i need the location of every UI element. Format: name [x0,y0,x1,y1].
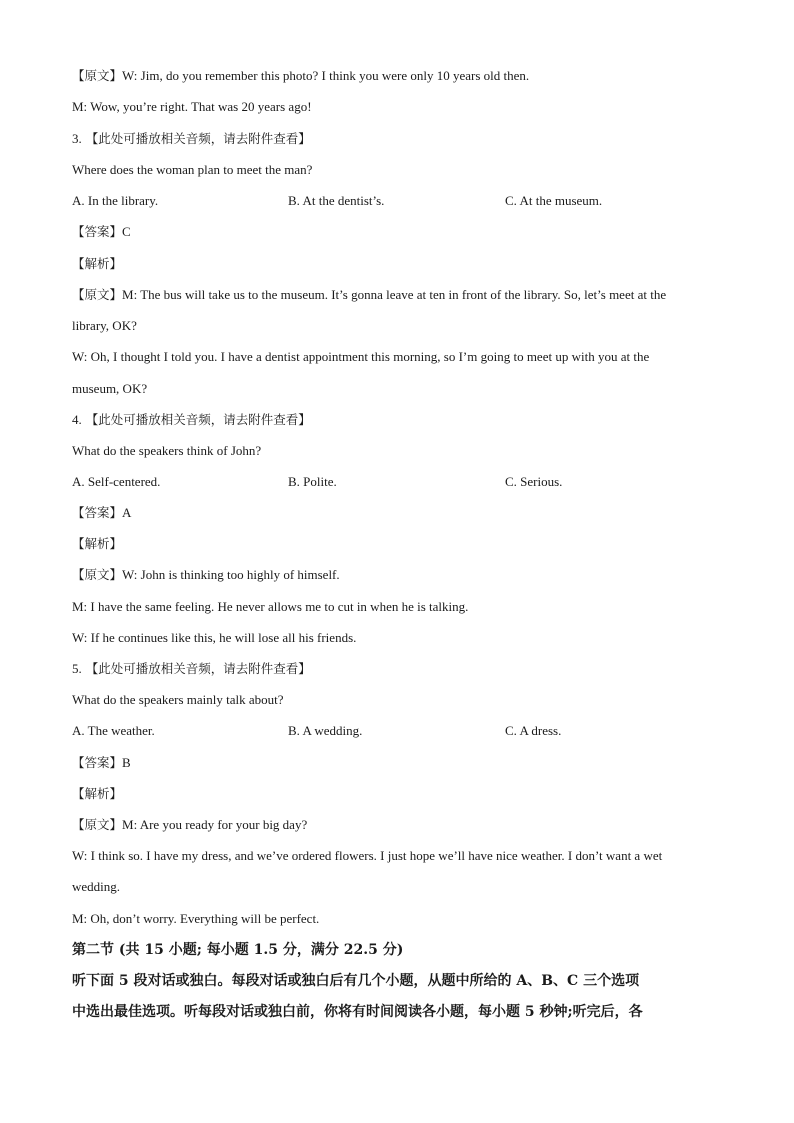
yuanwen-label: 【原文】 [72,817,123,832]
q3-transcript-line-1: 【原文】M: The bus will take us to the museum. It’s gonna leave at ten in front of the library. So, let’s meet at the [72,287,667,302]
q5-transcript-line-3: wedding. [72,879,121,894]
q3-transcript-line-4: museum, OK? [72,381,148,396]
q4-answer [72,505,722,521]
answer-label: 【答案】 [72,224,123,239]
q5-option-b: B. A wedding. [288,723,363,738]
q3-answer [72,224,722,240]
q4-analysis-label: 【解析】 [72,536,123,551]
q3-answer-value: C [122,224,131,239]
audio-attachment-link[interactable]: 【此处可播放相关音频，请去附件查看】 [85,412,311,427]
yuanwen-label: 【原文】 [72,68,123,83]
q5-transcript-line-4: M: Oh, don’t worry. Everything will be perfect. [72,911,320,926]
q5-question: What do the speakers mainly talk about? [72,692,284,707]
q5-audio-line [72,661,722,677]
q2-transcript-line-1: 【原文】W: Jim, do you remember this photo? I think you were only 10 years old then. [72,68,530,83]
q5-answer-value: B [122,755,131,770]
q3-audio-line [72,131,722,147]
q4-answer-value: A [122,505,132,520]
q4-transcript-line-2: M: I have the same feeling. He never allows me to cut in when he is talking. [72,599,469,614]
q5-answer [72,755,722,771]
q2-transcript-line-2: M: Wow, you’re right. That was 20 years ago! [72,99,312,114]
q5-analysis-label: 【解析】 [72,786,123,801]
q4-number: 4. [72,412,82,427]
q3-number: 3. [72,131,82,146]
q3-transcript-line-3: W: Oh, I thought I told you. I have a dentist appointment this morning, so I’m going to meet up with you at the [72,349,650,364]
q3-analysis-label: 【解析】 [72,256,123,271]
yuanwen-label: 【原文】 [72,287,123,302]
q5-number: 5. [72,661,82,676]
q4-option-c: C. Serious. [505,474,563,489]
q5-transcript-line-2: W: I think so. I have my dress, and we’ve ordered flowers. I just hope we’ll have nice weather. I don’t want a wet [72,848,663,863]
section-2-instructions-line-1: 听下面 5 段对话或独白。每段对话或独白后有几个小题，从题中所给的 A、B、C 三个选项 [72,973,640,989]
q3-transcript-line-2: library, OK? [72,318,137,333]
q4-audio-line [72,412,722,428]
q3-option-c: C. At the museum. [505,193,603,208]
q4-option-b: B. Polite. [288,474,337,489]
q5-option-c: C. A dress. [505,723,562,738]
section-2-heading: 第二节 (共 15 小题; 每小题 1.5 分，满分 22.5 分) [72,942,404,958]
section-2-instructions-line-2: 中选出最佳选项。听每段对话或独白前，你将有时间阅读各小题，每小题 5 秒钟;听完后，各 [72,1004,643,1020]
answer-label: 【答案】 [72,505,123,520]
q4-transcript-line-1: 【原文】W: John is thinking too highly of himself. [72,567,340,582]
q4-question: What do the speakers think of John? [72,443,262,458]
yuanwen-label: 【原文】 [72,567,123,582]
q5-transcript-line-1: 【原文】M: Are you ready for your big day? [72,817,308,832]
answer-label: 【答案】 [72,755,123,770]
audio-attachment-link[interactable]: 【此处可播放相关音频，请去附件查看】 [85,131,311,146]
q4-option-a: A. Self-centered. [72,474,161,489]
q3-option-b: B. At the dentist’s. [288,193,385,208]
audio-attachment-link[interactable]: 【此处可播放相关音频，请去附件查看】 [85,661,311,676]
q3-question: Where does the woman plan to meet the man? [72,162,313,177]
q5-option-a: A. The weather. [72,723,155,738]
q4-transcript-line-3: W: If he continues like this, he will lose all his friends. [72,630,357,645]
q3-option-a: A. In the library. [72,193,159,208]
